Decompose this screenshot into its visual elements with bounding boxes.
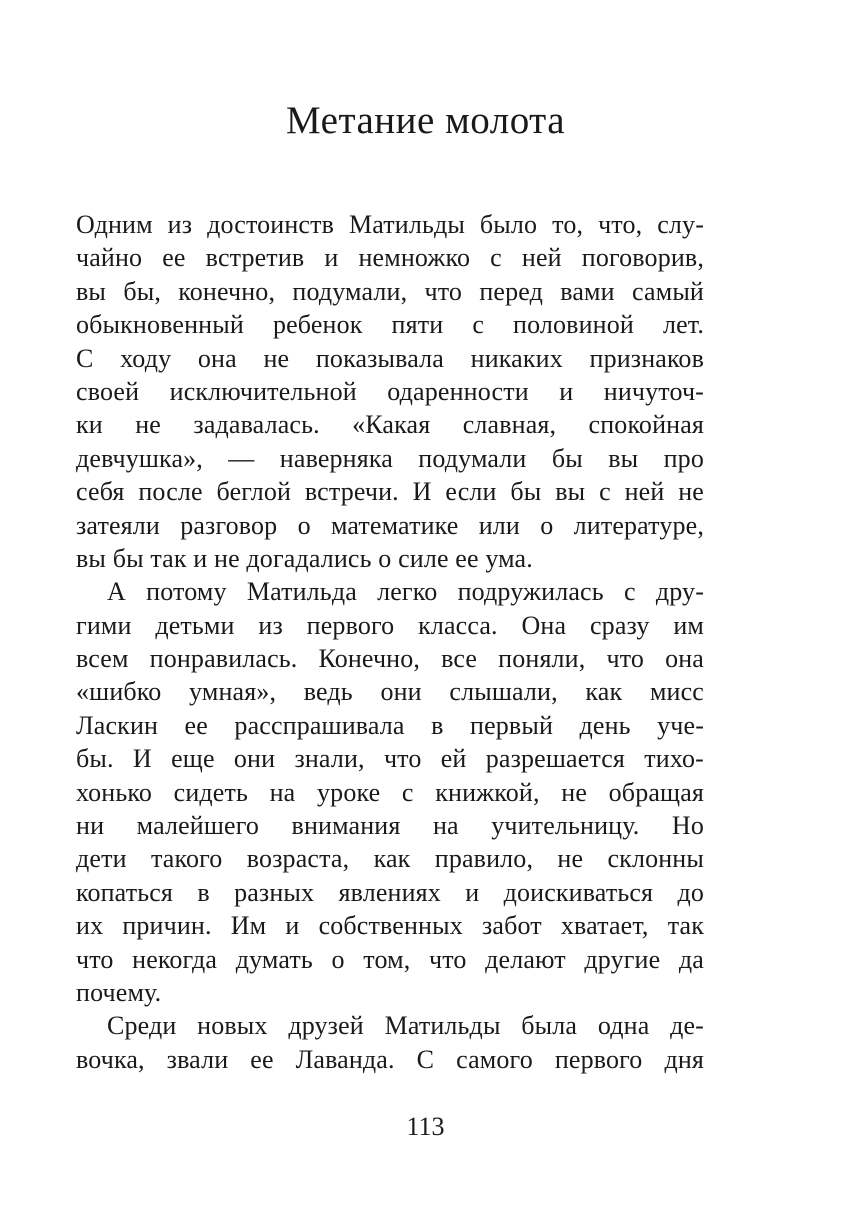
text-line: бы. И еще они знали, что ей разрешается тихо- <box>76 744 704 774</box>
text-line: чайно ее встретив и немножко с ней поговорив, <box>76 243 704 273</box>
text-line: хонько сидеть на уроке с книжкой, не обращая <box>76 777 704 807</box>
text-line: вочка, звали ее Лаванда. С самого первого дня <box>76 1044 704 1074</box>
text-line: Одним из достоинств Матильды было то, что, слу- <box>76 210 704 239</box>
chapter-title: Метание молота <box>285 99 566 142</box>
text-line: вы бы так и не догадались о силе ее ума. <box>76 543 533 573</box>
text-line: затеяли разговор о математике или о литературе, <box>76 510 704 540</box>
paragraph-3 <box>76 1009 704 1076</box>
text-line: гими детьми из первого класса. Она сразу им <box>76 610 704 640</box>
text-line: ки не задавалась. «Какая славная, спокойная <box>76 410 704 440</box>
text-line: их причин. Им и собственных забот хватает, так <box>76 911 704 941</box>
text-line: С ходу она не показывала никаких признаков <box>76 343 704 373</box>
text-line: всем понравилась. Конечно, все поняли, что она <box>76 644 704 674</box>
text-line: вы бы, конечно, подумали, что перед вами самый <box>76 276 704 306</box>
text-line: ни малейшего внимания на учительницу. Но <box>76 811 704 841</box>
text-line: «шибко умная», ведь они слышали, как мисс <box>76 677 704 707</box>
text-line: своей исключительной одаренности и ничуточ- <box>76 376 704 406</box>
paragraph-1 <box>76 208 704 575</box>
text-line: обыкновенный ребенок пяти с половиной лет. <box>76 310 704 340</box>
text-line: что некогда думать о том, что делают другие да <box>76 944 704 974</box>
text-line: А потому Матильда легко подружилась с дру- <box>107 577 704 607</box>
text-line: девчушка», — наверняка подумали бы вы про <box>76 443 704 473</box>
text-line: дети такого возраста, как правило, не склонны <box>76 844 704 874</box>
page-number: 113 <box>406 1112 445 1141</box>
paragraph-2 <box>76 575 704 1009</box>
text-line: себя после беглой встречи. И если бы вы с ней не <box>76 477 704 507</box>
text-line: Ласкин ее расспрашивала в первый день уче- <box>76 710 704 740</box>
body-text <box>76 208 704 1076</box>
text-line: копаться в разных явлениях и доискиваться до <box>76 877 704 907</box>
text-line: почему. <box>76 977 162 1007</box>
text-line: Среди новых друзей Матильды была одна де- <box>107 1011 704 1041</box>
